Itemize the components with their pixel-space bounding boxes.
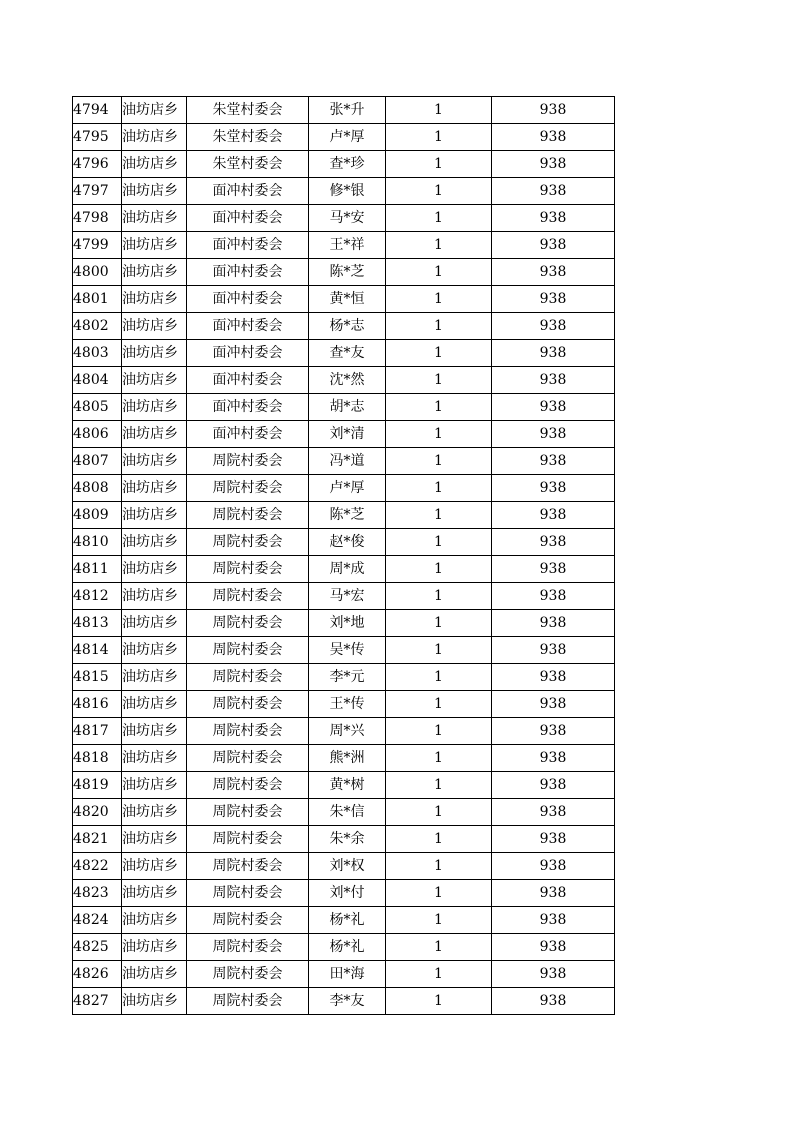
table-row <box>73 583 615 610</box>
cell-amount: 938 <box>492 340 615 367</box>
cell-person-name: 周*兴 <box>309 718 386 745</box>
cell-person-name: 马*宏 <box>309 583 386 610</box>
cell-count: 1 <box>386 97 492 124</box>
cell-person-name: 王*祥 <box>309 232 386 259</box>
cell-count: 1 <box>386 475 492 502</box>
cell-township: 油坊店乡 <box>122 448 187 475</box>
cell-township: 油坊店乡 <box>122 961 187 988</box>
cell-village-committee: 周院村委会 <box>187 961 309 988</box>
cell-count: 1 <box>386 259 492 286</box>
cell-serial-number: 4799 <box>73 232 122 259</box>
cell-serial-number: 4811 <box>73 556 122 583</box>
cell-township: 油坊店乡 <box>122 826 187 853</box>
cell-amount: 938 <box>492 205 615 232</box>
cell-serial-number: 4798 <box>73 205 122 232</box>
cell-village-committee: 周院村委会 <box>187 907 309 934</box>
cell-serial-number: 4807 <box>73 448 122 475</box>
cell-count: 1 <box>386 934 492 961</box>
cell-township: 油坊店乡 <box>122 124 187 151</box>
cell-amount: 938 <box>492 691 615 718</box>
cell-count: 1 <box>386 313 492 340</box>
cell-count: 1 <box>386 502 492 529</box>
cell-person-name: 冯*道 <box>309 448 386 475</box>
cell-township: 油坊店乡 <box>122 853 187 880</box>
cell-serial-number: 4815 <box>73 664 122 691</box>
table-row <box>73 448 615 475</box>
table-row <box>73 421 615 448</box>
cell-amount: 938 <box>492 718 615 745</box>
cell-township: 油坊店乡 <box>122 502 187 529</box>
table-row <box>73 826 615 853</box>
cell-count: 1 <box>386 205 492 232</box>
cell-village-committee: 周院村委会 <box>187 745 309 772</box>
cell-amount: 938 <box>492 853 615 880</box>
cell-amount: 938 <box>492 394 615 421</box>
table-row <box>73 232 615 259</box>
cell-serial-number: 4825 <box>73 934 122 961</box>
cell-count: 1 <box>386 340 492 367</box>
cell-village-committee: 面冲村委会 <box>187 232 309 259</box>
cell-serial-number: 4797 <box>73 178 122 205</box>
cell-count: 1 <box>386 772 492 799</box>
cell-amount: 938 <box>492 826 615 853</box>
cell-serial-number: 4813 <box>73 610 122 637</box>
table-body <box>73 97 615 1015</box>
table-row <box>73 178 615 205</box>
cell-person-name: 胡*志 <box>309 394 386 421</box>
cell-serial-number: 4796 <box>73 151 122 178</box>
cell-person-name: 黄*树 <box>309 772 386 799</box>
cell-village-committee: 周院村委会 <box>187 880 309 907</box>
cell-serial-number: 4822 <box>73 853 122 880</box>
cell-serial-number: 4812 <box>73 583 122 610</box>
cell-person-name: 马*安 <box>309 205 386 232</box>
cell-count: 1 <box>386 232 492 259</box>
table-row <box>73 97 615 124</box>
cell-serial-number: 4803 <box>73 340 122 367</box>
cell-amount: 938 <box>492 988 615 1015</box>
cell-township: 油坊店乡 <box>122 259 187 286</box>
table-row <box>73 691 615 718</box>
cell-serial-number: 4801 <box>73 286 122 313</box>
cell-village-committee: 面冲村委会 <box>187 286 309 313</box>
cell-count: 1 <box>386 880 492 907</box>
table-row <box>73 475 615 502</box>
cell-person-name: 朱*信 <box>309 799 386 826</box>
table-row <box>73 151 615 178</box>
cell-village-committee: 周院村委会 <box>187 691 309 718</box>
cell-count: 1 <box>386 637 492 664</box>
cell-village-committee: 周院村委会 <box>187 718 309 745</box>
cell-count: 1 <box>386 664 492 691</box>
cell-person-name: 李*友 <box>309 988 386 1015</box>
cell-amount: 938 <box>492 178 615 205</box>
cell-person-name: 卢*厚 <box>309 475 386 502</box>
cell-serial-number: 4826 <box>73 961 122 988</box>
cell-township: 油坊店乡 <box>122 637 187 664</box>
cell-township: 油坊店乡 <box>122 340 187 367</box>
cell-township: 油坊店乡 <box>122 664 187 691</box>
cell-village-committee: 周院村委会 <box>187 475 309 502</box>
cell-amount: 938 <box>492 421 615 448</box>
cell-amount: 938 <box>492 232 615 259</box>
cell-count: 1 <box>386 178 492 205</box>
cell-amount: 938 <box>492 799 615 826</box>
cell-township: 油坊店乡 <box>122 529 187 556</box>
cell-township: 油坊店乡 <box>122 691 187 718</box>
table-row <box>73 664 615 691</box>
cell-count: 1 <box>386 799 492 826</box>
cell-serial-number: 4818 <box>73 745 122 772</box>
cell-village-committee: 周院村委会 <box>187 799 309 826</box>
cell-serial-number: 4820 <box>73 799 122 826</box>
cell-amount: 938 <box>492 529 615 556</box>
cell-person-name: 陈*芝 <box>309 502 386 529</box>
cell-count: 1 <box>386 124 492 151</box>
cell-person-name: 周*成 <box>309 556 386 583</box>
cell-person-name: 田*海 <box>309 961 386 988</box>
cell-township: 油坊店乡 <box>122 988 187 1015</box>
cell-village-committee: 面冲村委会 <box>187 259 309 286</box>
cell-township: 油坊店乡 <box>122 232 187 259</box>
cell-township: 油坊店乡 <box>122 907 187 934</box>
table-row <box>73 799 615 826</box>
table-row <box>73 367 615 394</box>
table-row <box>73 772 615 799</box>
cell-village-committee: 面冲村委会 <box>187 178 309 205</box>
cell-count: 1 <box>386 448 492 475</box>
cell-township: 油坊店乡 <box>122 97 187 124</box>
cell-village-committee: 周院村委会 <box>187 556 309 583</box>
cell-serial-number: 4819 <box>73 772 122 799</box>
cell-amount: 938 <box>492 97 615 124</box>
cell-serial-number: 4800 <box>73 259 122 286</box>
cell-count: 1 <box>386 691 492 718</box>
cell-amount: 938 <box>492 259 615 286</box>
data-table <box>72 96 615 1015</box>
cell-count: 1 <box>386 556 492 583</box>
cell-count: 1 <box>386 394 492 421</box>
cell-amount: 938 <box>492 664 615 691</box>
cell-person-name: 刘*地 <box>309 610 386 637</box>
cell-count: 1 <box>386 961 492 988</box>
cell-count: 1 <box>386 367 492 394</box>
cell-amount: 938 <box>492 583 615 610</box>
cell-person-name: 杨*礼 <box>309 934 386 961</box>
cell-amount: 938 <box>492 772 615 799</box>
table-row <box>73 610 615 637</box>
cell-person-name: 杨*礼 <box>309 907 386 934</box>
table-row <box>73 394 615 421</box>
cell-village-committee: 面冲村委会 <box>187 205 309 232</box>
cell-village-committee: 朱堂村委会 <box>187 151 309 178</box>
cell-person-name: 陈*芝 <box>309 259 386 286</box>
table-row <box>73 124 615 151</box>
cell-village-committee: 周院村委会 <box>187 448 309 475</box>
cell-village-committee: 周院村委会 <box>187 529 309 556</box>
cell-amount: 938 <box>492 556 615 583</box>
cell-count: 1 <box>386 610 492 637</box>
table-row <box>73 880 615 907</box>
table-row <box>73 934 615 961</box>
cell-person-name: 李*元 <box>309 664 386 691</box>
cell-township: 油坊店乡 <box>122 799 187 826</box>
cell-amount: 938 <box>492 502 615 529</box>
cell-count: 1 <box>386 988 492 1015</box>
cell-serial-number: 4805 <box>73 394 122 421</box>
cell-amount: 938 <box>492 475 615 502</box>
cell-count: 1 <box>386 151 492 178</box>
cell-serial-number: 4814 <box>73 637 122 664</box>
cell-serial-number: 4824 <box>73 907 122 934</box>
table-row <box>73 205 615 232</box>
cell-township: 油坊店乡 <box>122 421 187 448</box>
table-row <box>73 853 615 880</box>
cell-township: 油坊店乡 <box>122 286 187 313</box>
table-row <box>73 259 615 286</box>
cell-person-name: 卢*厚 <box>309 124 386 151</box>
cell-village-committee: 面冲村委会 <box>187 421 309 448</box>
cell-amount: 938 <box>492 610 615 637</box>
cell-township: 油坊店乡 <box>122 394 187 421</box>
cell-person-name: 查*友 <box>309 340 386 367</box>
cell-count: 1 <box>386 853 492 880</box>
cell-serial-number: 4821 <box>73 826 122 853</box>
cell-township: 油坊店乡 <box>122 934 187 961</box>
cell-person-name: 黄*恒 <box>309 286 386 313</box>
table-row <box>73 907 615 934</box>
cell-village-committee: 面冲村委会 <box>187 340 309 367</box>
cell-township: 油坊店乡 <box>122 745 187 772</box>
cell-amount: 938 <box>492 637 615 664</box>
cell-amount: 938 <box>492 907 615 934</box>
cell-serial-number: 4817 <box>73 718 122 745</box>
cell-person-name: 沈*然 <box>309 367 386 394</box>
cell-village-committee: 周院村委会 <box>187 502 309 529</box>
cell-count: 1 <box>386 286 492 313</box>
cell-township: 油坊店乡 <box>122 583 187 610</box>
cell-amount: 938 <box>492 448 615 475</box>
cell-amount: 938 <box>492 961 615 988</box>
table-row <box>73 529 615 556</box>
cell-person-name: 朱*余 <box>309 826 386 853</box>
cell-person-name: 刘*权 <box>309 853 386 880</box>
cell-person-name: 修*银 <box>309 178 386 205</box>
cell-amount: 938 <box>492 313 615 340</box>
cell-person-name: 吴*传 <box>309 637 386 664</box>
table-row <box>73 988 615 1015</box>
table-row <box>73 556 615 583</box>
cell-person-name: 刘*付 <box>309 880 386 907</box>
cell-count: 1 <box>386 826 492 853</box>
cell-serial-number: 4806 <box>73 421 122 448</box>
table-row <box>73 637 615 664</box>
cell-serial-number: 4823 <box>73 880 122 907</box>
cell-count: 1 <box>386 718 492 745</box>
cell-village-committee: 周院村委会 <box>187 934 309 961</box>
cell-amount: 938 <box>492 286 615 313</box>
cell-amount: 938 <box>492 367 615 394</box>
cell-serial-number: 4808 <box>73 475 122 502</box>
cell-village-committee: 面冲村委会 <box>187 367 309 394</box>
cell-township: 油坊店乡 <box>122 880 187 907</box>
cell-person-name: 熊*洲 <box>309 745 386 772</box>
cell-village-committee: 朱堂村委会 <box>187 124 309 151</box>
cell-person-name: 查*珍 <box>309 151 386 178</box>
cell-township: 油坊店乡 <box>122 610 187 637</box>
cell-village-committee: 面冲村委会 <box>187 394 309 421</box>
cell-amount: 938 <box>492 934 615 961</box>
cell-count: 1 <box>386 745 492 772</box>
cell-village-committee: 周院村委会 <box>187 853 309 880</box>
cell-count: 1 <box>386 421 492 448</box>
cell-village-committee: 周院村委会 <box>187 772 309 799</box>
cell-serial-number: 4795 <box>73 124 122 151</box>
table-row <box>73 340 615 367</box>
cell-count: 1 <box>386 529 492 556</box>
table-row <box>73 718 615 745</box>
cell-township: 油坊店乡 <box>122 313 187 340</box>
cell-person-name: 刘*清 <box>309 421 386 448</box>
cell-serial-number: 4809 <box>73 502 122 529</box>
cell-amount: 938 <box>492 745 615 772</box>
cell-township: 油坊店乡 <box>122 772 187 799</box>
cell-village-committee: 周院村委会 <box>187 637 309 664</box>
cell-person-name: 王*传 <box>309 691 386 718</box>
cell-village-committee: 周院村委会 <box>187 826 309 853</box>
cell-serial-number: 4802 <box>73 313 122 340</box>
cell-village-committee: 周院村委会 <box>187 988 309 1015</box>
cell-count: 1 <box>386 583 492 610</box>
cell-village-committee: 朱堂村委会 <box>187 97 309 124</box>
cell-serial-number: 4804 <box>73 367 122 394</box>
cell-amount: 938 <box>492 880 615 907</box>
cell-township: 油坊店乡 <box>122 205 187 232</box>
cell-village-committee: 周院村委会 <box>187 664 309 691</box>
table-row <box>73 286 615 313</box>
cell-village-committee: 面冲村委会 <box>187 313 309 340</box>
cell-person-name: 赵*俊 <box>309 529 386 556</box>
cell-township: 油坊店乡 <box>122 178 187 205</box>
cell-count: 1 <box>386 907 492 934</box>
table-row <box>73 961 615 988</box>
table-row <box>73 745 615 772</box>
cell-serial-number: 4827 <box>73 988 122 1015</box>
cell-village-committee: 周院村委会 <box>187 610 309 637</box>
table-row <box>73 313 615 340</box>
cell-amount: 938 <box>492 151 615 178</box>
cell-serial-number: 4816 <box>73 691 122 718</box>
cell-serial-number: 4794 <box>73 97 122 124</box>
cell-township: 油坊店乡 <box>122 475 187 502</box>
cell-amount: 938 <box>492 124 615 151</box>
cell-person-name: 杨*志 <box>309 313 386 340</box>
table-row <box>73 502 615 529</box>
cell-township: 油坊店乡 <box>122 367 187 394</box>
cell-person-name: 张*升 <box>309 97 386 124</box>
cell-village-committee: 周院村委会 <box>187 583 309 610</box>
cell-township: 油坊店乡 <box>122 151 187 178</box>
cell-township: 油坊店乡 <box>122 718 187 745</box>
cell-serial-number: 4810 <box>73 529 122 556</box>
cell-township: 油坊店乡 <box>122 556 187 583</box>
